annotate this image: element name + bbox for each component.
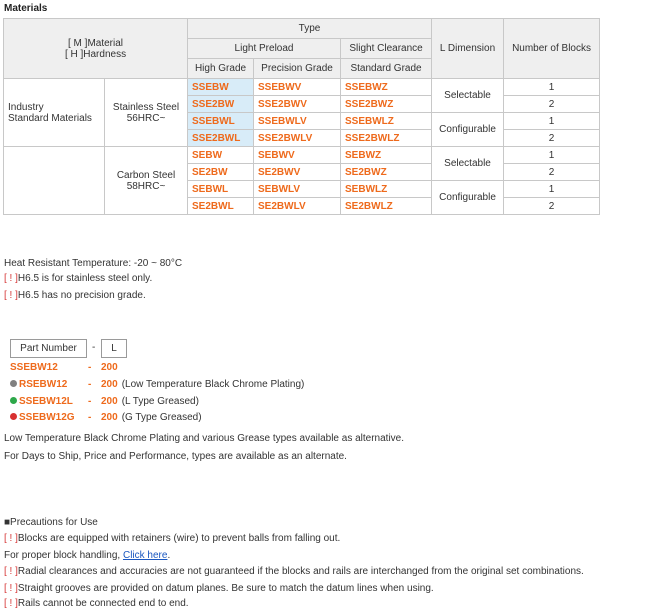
blocks-cell: 1 [504,113,600,130]
header-material-hardness: [ M ]Material [ H ]Hardness [4,19,188,79]
part-code-standard[interactable]: SSEBWZ [341,79,432,96]
header-high-grade: High Grade [188,59,254,79]
precaution-item: [ ! ]Radial clearances and accuracies are not guaranteed if the blocks and rails are interchanged from the original set combinations. [4,566,584,577]
note-h65-stainless: [ ! ]H6.5 is for stainless steel only. [4,273,153,284]
part-code-precision[interactable]: SEBWV [254,147,341,164]
part-code-high[interactable]: SSEBW [188,79,254,96]
part-code-precision[interactable]: SSE2BWLV [254,130,341,147]
table-row [4,147,600,164]
header-l-dimension: L Dimension [432,19,504,79]
blocks-cell: 2 [504,96,600,113]
category-cell: Industry Standard Materials [4,79,105,147]
precaution-item: For proper block handling, Click here. [4,550,171,561]
gray-dot-icon [10,380,17,387]
part-code-precision[interactable]: SE2BWV [254,164,341,181]
part-example: SSEBW12L - 200 (L Type Greased) [10,396,199,407]
part-code-standard[interactable]: SSE2BWZ [341,96,432,113]
part-code-precision[interactable]: SSEBWV [254,79,341,96]
part-code-precision[interactable]: SE2BWLV [254,198,341,215]
blocks-cell: 2 [504,198,600,215]
precaution-item: [ ! ]Blocks are equipped with retainers (wire) to prevent balls from falling out. [4,533,341,544]
part-code-high[interactable]: SEBWL [188,181,254,198]
precautions-heading: ■Precautions for Use [4,517,98,528]
blocks-cell: 2 [504,164,600,181]
alternate-note: For Days to Ship, Price and Performance, types are available as an alternate. [4,451,347,462]
l-dimension-cell: Configurable [432,113,504,147]
header-precision-grade: Precision Grade [254,59,341,79]
header-light-preload: Light Preload [188,39,341,59]
note-h65-precision: [ ! ]H6.5 has no precision grade. [4,290,146,301]
header-slight-clearance: Slight Clearance [341,39,432,59]
blocks-cell: 1 [504,79,600,96]
precaution-item: [ ! ]Rails cannot be connected end to end. [4,598,189,609]
part-example: RSEBW12 - 200 (Low Temperature Black Chrome Plating) [10,379,304,390]
part-code-high[interactable]: SE2BW [188,164,254,181]
part-code-standard[interactable]: SSE2BWLZ [341,130,432,147]
alternative-note: Low Temperature Black Chrome Plating and various Grease types available as alternative. [4,433,405,444]
click-here-link[interactable]: Click here [122,550,168,561]
table-row [4,79,600,96]
part-code-high[interactable]: SSE2BW [188,96,254,113]
l-dimension-cell: Configurable [432,181,504,215]
section-title: Materials [4,3,48,14]
header-type: Type [188,19,432,39]
materials-table [3,18,600,215]
part-code-high[interactable]: SSE2BWL [188,130,254,147]
part-code-high[interactable]: SE2BWL [188,198,254,215]
part-code-precision[interactable]: SEBWLV [254,181,341,198]
part-code-standard[interactable]: SE2BWZ [341,164,432,181]
part-code-high[interactable]: SEBW [188,147,254,164]
part-code-precision[interactable]: SSE2BWV [254,96,341,113]
part-example: SSEBW12G - 200 (G Type Greased) [10,412,202,423]
part-number-l-label: L [101,339,127,358]
blocks-cell: 1 [504,181,600,198]
part-number-label: Part Number [10,339,87,358]
red-dot-icon [10,413,17,420]
part-code-standard[interactable]: SSEBWLZ [341,113,432,130]
header-standard-grade: Standard Grade [341,59,432,79]
heat-resistant-note: Heat Resistant Temperature: -20 ~ 80°C [4,258,183,269]
part-code-precision[interactable]: SSEBWLV [254,113,341,130]
material-cell: Carbon Steel 58HRC~ [105,147,188,215]
part-code-standard[interactable]: SEBWLZ [341,181,432,198]
part-code-standard[interactable]: SE2BWLZ [341,198,432,215]
l-dimension-cell: Selectable [432,79,504,113]
header-number-of-blocks: Number of Blocks [504,19,600,79]
part-number-dash: - [92,342,96,353]
part-example: SSEBW12 - 200 [10,362,118,373]
blocks-cell: 2 [504,130,600,147]
part-code-standard[interactable]: SEBWZ [341,147,432,164]
precaution-item: [ ! ]Straight grooves are provided on datum planes. Be sure to match the datum lines when using. [4,583,434,594]
green-dot-icon [10,397,17,404]
blocks-cell: 1 [504,147,600,164]
material-cell: Stainless Steel 56HRC~ [105,79,188,147]
l-dimension-cell: Selectable [432,147,504,181]
part-code-high[interactable]: SSEBWL [188,113,254,130]
category-cell [4,147,105,215]
